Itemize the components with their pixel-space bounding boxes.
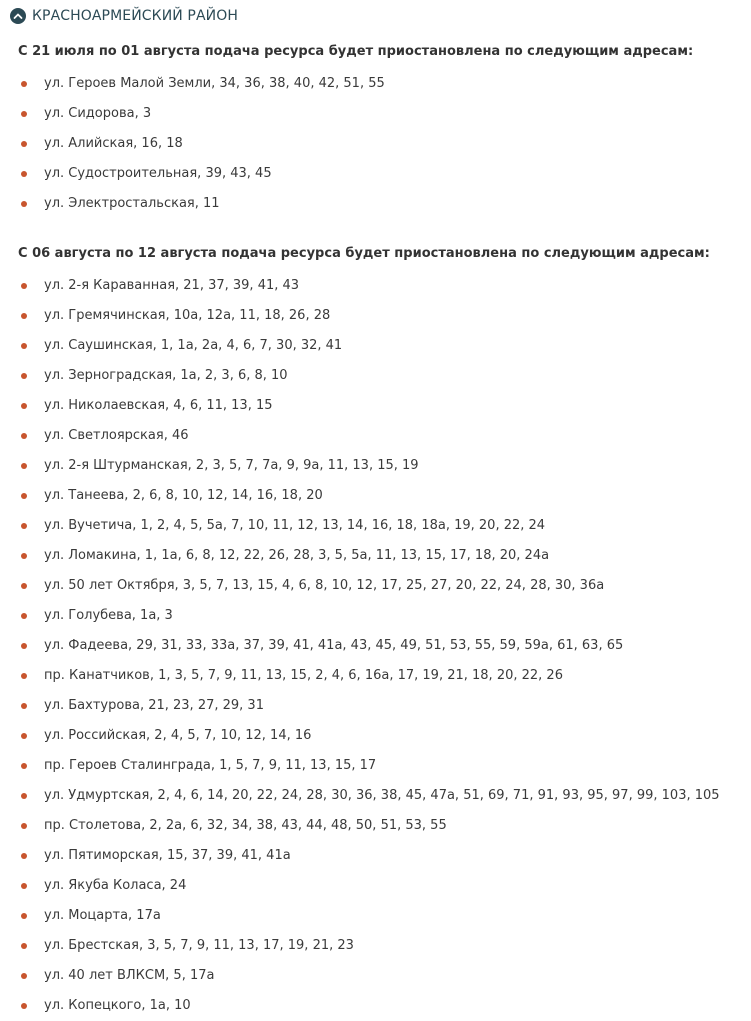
address-text: ул. Алийская, 16, 18 bbox=[44, 136, 183, 151]
address-text: ул. Бахтурова, 21, 23, 27, 29, 31 bbox=[44, 698, 264, 713]
bullet-icon bbox=[21, 373, 27, 379]
address-item bbox=[18, 601, 743, 631]
bullet-icon bbox=[21, 823, 27, 829]
bullet-icon bbox=[21, 523, 27, 529]
bullet-icon bbox=[21, 703, 27, 709]
bullet-icon bbox=[21, 111, 27, 117]
address-item bbox=[18, 301, 743, 331]
bullet-icon bbox=[21, 883, 27, 889]
address-text: ул. Судостроительная, 39, 43, 45 bbox=[44, 166, 272, 181]
bullet-icon bbox=[21, 793, 27, 799]
address-text: ул. Героев Малой Земли, 34, 36, 38, 40, 42, 51, 55 bbox=[44, 76, 385, 91]
address-text: пр. Столетова, 2, 2а, 6, 32, 34, 38, 43, 44, 48, 50, 51, 53, 55 bbox=[44, 818, 447, 833]
address-text: ул. Удмуртская, 2, 4, 6, 14, 20, 22, 24, 28, 30, 36, 38, 45, 47а, 51, 69, 71, 91, 93, 95, 97, 99, 103, 105 bbox=[44, 788, 720, 803]
address-text: ул. Вучетича, 1, 2, 4, 5, 5а, 7, 10, 11, 12, 13, 14, 16, 18, 18а, 19, 20, 22, 24 bbox=[44, 518, 546, 533]
address-item bbox=[18, 189, 743, 219]
bullet-icon bbox=[21, 853, 27, 859]
bullet-icon bbox=[21, 283, 27, 289]
address-item bbox=[18, 931, 743, 961]
address-item bbox=[18, 129, 743, 159]
bullet-icon bbox=[21, 553, 27, 559]
address-text: ул. Копецкого, 1а, 10 bbox=[44, 998, 191, 1013]
address-text: ул. Голубева, 1а, 3 bbox=[44, 608, 173, 623]
address-text: ул. 2-я Караванная, 21, 37, 39, 41, 43 bbox=[44, 278, 300, 293]
address-list bbox=[18, 69, 743, 219]
address-item bbox=[18, 571, 743, 601]
bullet-icon bbox=[21, 313, 27, 319]
bullet-icon bbox=[21, 141, 27, 147]
bullet-icon bbox=[21, 403, 27, 409]
bullet-icon bbox=[21, 973, 27, 979]
address-text: ул. Танеева, 2, 6, 8, 10, 12, 14, 16, 18, 20 bbox=[44, 488, 323, 503]
address-item bbox=[18, 781, 743, 811]
address-text: ул. Гремячинская, 10а, 12а, 11, 18, 26, 28 bbox=[44, 308, 331, 323]
bullet-icon bbox=[21, 433, 27, 439]
address-text: ул. Российская, 2, 4, 5, 7, 10, 12, 14, 16 bbox=[44, 728, 312, 743]
bullet-icon bbox=[21, 463, 27, 469]
address-item bbox=[18, 511, 743, 541]
district-title[interactable]: КРАСНОАРМЕЙСКИЙ РАЙОН bbox=[32, 8, 238, 24]
address-text: пр. Канатчиков, 1, 3, 5, 7, 9, 11, 13, 15, 2, 4, 6, 16а, 17, 19, 21, 18, 20, 22, 26 bbox=[44, 668, 563, 683]
address-item bbox=[18, 631, 743, 661]
bullet-icon bbox=[21, 81, 27, 87]
address-item bbox=[18, 871, 743, 901]
bullet-icon bbox=[21, 171, 27, 177]
address-item bbox=[18, 99, 743, 129]
address-item bbox=[18, 721, 743, 751]
section-july bbox=[18, 42, 743, 219]
bullet-icon bbox=[21, 613, 27, 619]
bullet-icon bbox=[21, 913, 27, 919]
address-item bbox=[18, 481, 743, 511]
address-text: ул. Брестская, 3, 5, 7, 9, 11, 13, 17, 19, 21, 23 bbox=[44, 938, 354, 953]
address-text: ул. Моцарта, 17а bbox=[44, 908, 161, 923]
district-header[interactable] bbox=[10, 6, 238, 26]
bullet-icon bbox=[21, 1003, 27, 1009]
address-text: ул. Электростальская, 11 bbox=[44, 196, 220, 211]
address-text: ул. Сидорова, 3 bbox=[44, 106, 152, 121]
address-item bbox=[18, 751, 743, 781]
chevron-up-icon[interactable] bbox=[10, 8, 26, 24]
address-text: пр. Героев Сталинграда, 1, 5, 7, 9, 11, 13, 15, 17 bbox=[44, 758, 377, 773]
bullet-icon bbox=[21, 673, 27, 679]
bullet-icon bbox=[21, 493, 27, 499]
address-item bbox=[18, 811, 743, 841]
address-text: ул. Николаевская, 4, 6, 11, 13, 15 bbox=[44, 398, 273, 413]
bullet-icon bbox=[21, 733, 27, 739]
address-item bbox=[18, 841, 743, 871]
address-item bbox=[18, 421, 743, 451]
bullet-icon bbox=[21, 343, 27, 349]
address-item bbox=[18, 451, 743, 481]
address-item bbox=[18, 391, 743, 421]
address-item bbox=[18, 361, 743, 391]
address-text: ул. Светлоярская, 46 bbox=[44, 428, 189, 443]
address-item bbox=[18, 961, 743, 991]
address-item bbox=[18, 661, 743, 691]
bullet-icon bbox=[21, 943, 27, 949]
bullet-icon bbox=[21, 583, 27, 589]
address-item bbox=[18, 69, 743, 99]
bullet-icon bbox=[21, 201, 27, 207]
address-item bbox=[18, 159, 743, 189]
address-item bbox=[18, 691, 743, 721]
address-item bbox=[18, 331, 743, 361]
section-august bbox=[18, 244, 743, 1021]
address-text: ул. Зерноградская, 1а, 2, 3, 6, 8, 10 bbox=[44, 368, 288, 383]
section-heading: С 06 августа по 12 августа подача ресурса будет приостановлена по следующим адресам: bbox=[18, 246, 710, 261]
address-text: ул. 2-я Штурманская, 2, 3, 5, 7, 7а, 9, 9а, 11, 13, 15, 19 bbox=[44, 458, 419, 473]
section-heading: С 21 июля по 01 августа подача ресурса будет приостановлена по следующим адресам: bbox=[18, 44, 694, 59]
bullet-icon bbox=[21, 643, 27, 649]
address-item bbox=[18, 991, 743, 1021]
address-item bbox=[18, 901, 743, 931]
address-text: ул. Саушинская, 1, 1а, 2а, 4, 6, 7, 30, 32, 41 bbox=[44, 338, 343, 353]
address-text: ул. 50 лет Октября, 3, 5, 7, 13, 15, 4, 6, 8, 10, 12, 17, 25, 27, 20, 22, 24, 28, 30, 36а bbox=[44, 578, 605, 593]
bullet-icon bbox=[21, 763, 27, 769]
address-text: ул. Фадеева, 29, 31, 33, 33а, 37, 39, 41, 41а, 43, 45, 49, 51, 53, 55, 59, 59а, 61, 63, 65 bbox=[44, 638, 624, 653]
address-text: ул. 40 лет ВЛКСМ, 5, 17а bbox=[44, 968, 215, 983]
address-item bbox=[18, 271, 743, 301]
address-text: ул. Ломакина, 1, 1а, 6, 8, 12, 22, 26, 28, 3, 5, 5а, 11, 13, 15, 17, 18, 20, 24а bbox=[44, 548, 550, 563]
address-text: ул. Пятиморская, 15, 37, 39, 41, 41а bbox=[44, 848, 291, 863]
address-item bbox=[18, 541, 743, 571]
address-list bbox=[18, 271, 743, 1021]
address-text: ул. Якуба Коласа, 24 bbox=[44, 878, 187, 893]
